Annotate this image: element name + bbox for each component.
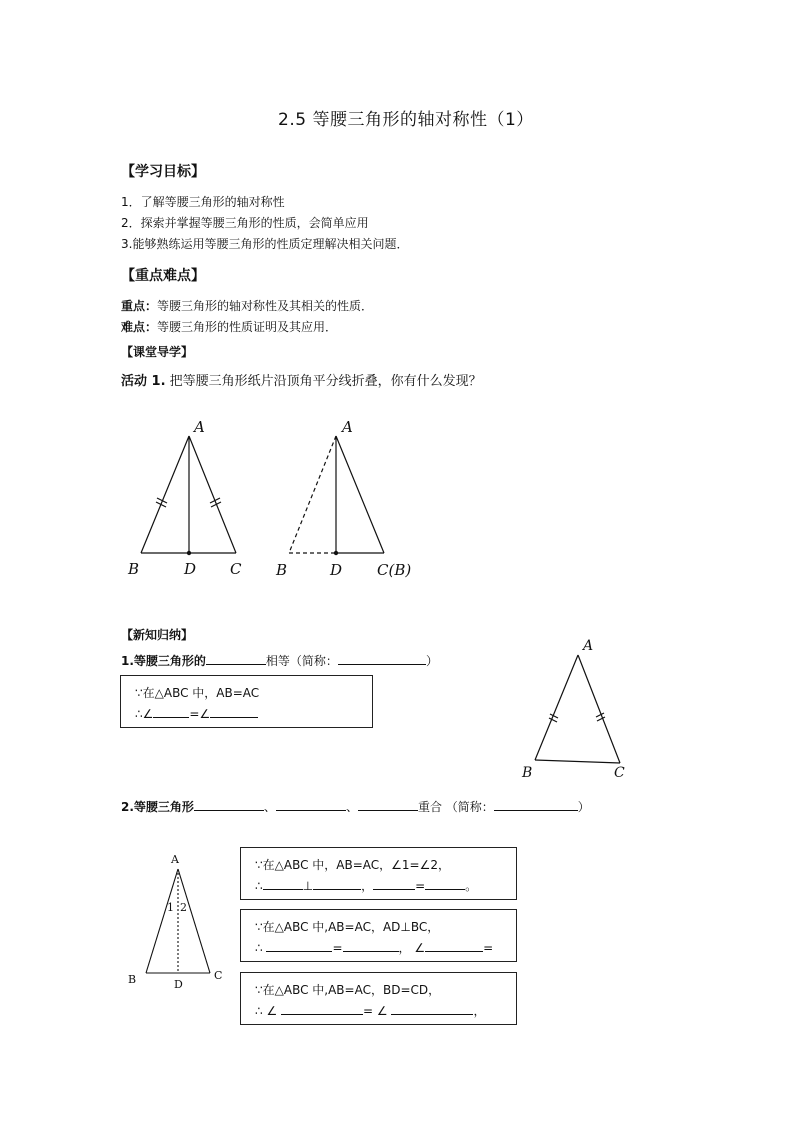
fig4-label-angle1: 1 xyxy=(167,901,174,914)
answer-blank[interactable] xyxy=(194,798,264,811)
answer-blank[interactable] xyxy=(210,705,258,718)
fig3-label-c: C xyxy=(614,765,625,781)
fig2-label-a: A xyxy=(342,418,353,436)
answer-blank[interactable] xyxy=(425,877,465,890)
tick-mark xyxy=(596,713,604,717)
item2-line xyxy=(121,798,590,815)
side-ac xyxy=(178,869,210,973)
answer-blank[interactable] xyxy=(313,877,361,890)
fig4-label-d: D xyxy=(174,978,183,991)
box2-text: ⊥ xyxy=(302,879,314,893)
activity-label: 活动 1. xyxy=(121,374,166,389)
side-ab-dashed xyxy=(289,436,336,553)
focus-text: 等腰三角形的轴对称性及其相关的性质． xyxy=(157,299,374,313)
fig3-label-a: A xyxy=(583,638,594,654)
side-bc xyxy=(535,760,620,763)
section-goals-heading: 【学习目标】 xyxy=(121,164,205,180)
answer-blank[interactable] xyxy=(373,877,415,890)
item2-sep: 、 xyxy=(263,800,276,814)
figure-triangle-median xyxy=(146,869,210,973)
box2 xyxy=(240,847,517,900)
fig4-label-angle2: 2 xyxy=(180,901,187,914)
answer-blank[interactable] xyxy=(494,798,578,811)
box2-text: ， xyxy=(361,879,374,893)
box3-text: = xyxy=(483,941,494,955)
focus-label: 重点： xyxy=(121,299,158,313)
answer-blank[interactable] xyxy=(263,877,303,890)
difficulty-text: 等腰三角形的性质证明及其应用． xyxy=(157,320,338,334)
box1-line1: ∵在△ABC 中，AB=AC xyxy=(135,686,260,700)
item2-mid: 重合 （简称： xyxy=(417,800,494,814)
item2-sep: 、 xyxy=(345,800,358,814)
box4-text: = ∠ xyxy=(363,1004,392,1018)
answer-blank[interactable] xyxy=(206,652,266,665)
answer-blank[interactable] xyxy=(358,798,418,811)
side-ac xyxy=(578,655,620,763)
box3-text: ， ∠ xyxy=(398,941,426,955)
figure-folded-triangle xyxy=(289,436,384,553)
item1-mid: 相等（简称： xyxy=(265,654,338,668)
fig1-label-d: D xyxy=(184,560,197,578)
goal-item: 2．探索并掌握等腰三角形的性质，会简单应用 xyxy=(121,216,369,230)
goal-item: 1．了解等腰三角形的轴对称性 xyxy=(121,195,285,209)
box3-line2 xyxy=(255,939,493,956)
fig1-label-a: A xyxy=(194,418,205,436)
answer-blank[interactable] xyxy=(266,939,332,952)
fig1-label-c: C xyxy=(230,560,242,578)
difficulty-label: 难点： xyxy=(121,320,158,334)
item2-suffix: ） xyxy=(577,800,590,814)
fig4-label-b: B xyxy=(128,973,137,986)
box4-text: ∴ ∠ xyxy=(255,1004,282,1018)
point-d xyxy=(187,551,191,555)
box1-text: ∴∠ xyxy=(135,707,154,721)
side-ab xyxy=(535,655,578,760)
answer-blank[interactable] xyxy=(281,1002,363,1015)
box3-text: = xyxy=(332,941,343,955)
answer-blank[interactable] xyxy=(153,705,189,718)
fig2-label-d: D xyxy=(330,561,343,579)
goal-item: 3.能够熟练运用等腰三角形的性质定理解决相关问题． xyxy=(121,237,409,251)
item2-prefix: 2.等腰三角形 xyxy=(121,800,194,814)
box4-text: ， xyxy=(473,1004,486,1018)
box3-line1: ∵在△ABC 中,AB=AC，AD⊥BC， xyxy=(255,920,440,934)
item1-prefix: 1.等腰三角形的 xyxy=(121,654,206,668)
answer-blank[interactable] xyxy=(391,1002,473,1015)
side-ab xyxy=(146,869,178,973)
fig4-label-a: A xyxy=(171,853,179,866)
box3-text: ∴ xyxy=(255,941,267,955)
section-guide-heading: 【课堂导学】 xyxy=(121,345,194,359)
figure-triangle-right xyxy=(535,655,620,763)
item1-line xyxy=(121,652,438,669)
point-d xyxy=(334,551,338,555)
section-key-heading: 【重点难点】 xyxy=(121,268,205,284)
answer-blank[interactable] xyxy=(343,939,399,952)
box3 xyxy=(240,909,517,962)
activity-text: 把等腰三角形纸片沿顶角平分线折叠，你有什么发现？ xyxy=(165,374,482,389)
box2-text: 。 xyxy=(465,879,478,893)
page-title: 2.5 等腰三角形的轴对称性（1） xyxy=(278,110,534,130)
item1-suffix: ） xyxy=(425,654,438,668)
side-ac xyxy=(336,436,384,553)
section-summary-heading: 【新知归纳】 xyxy=(121,628,194,642)
fig4-label-c: C xyxy=(214,969,223,982)
box4-line1: ∵在△ABC 中,AB=AC，BD=CD， xyxy=(255,983,441,997)
side-ab xyxy=(141,436,189,553)
box1 xyxy=(120,675,373,728)
box4-line2 xyxy=(255,1002,486,1019)
box2-text: ∴ xyxy=(255,879,263,893)
fig2-label-c: C(B) xyxy=(377,561,412,579)
fig3-label-b: B xyxy=(522,765,533,781)
figure-triangle-altitude xyxy=(141,436,236,553)
answer-blank[interactable] xyxy=(425,939,483,952)
box2-text: = xyxy=(415,879,426,893)
answer-blank[interactable] xyxy=(338,652,426,665)
fig1-label-b: B xyxy=(128,560,140,578)
box2-line1: ∵在△ABC 中，AB=AC，∠1=∠2， xyxy=(255,858,451,872)
fig2-label-b: B xyxy=(276,561,288,579)
box2-line2 xyxy=(255,877,477,894)
box1-text: =∠ xyxy=(189,707,211,721)
box1-line2 xyxy=(135,705,258,721)
answer-blank[interactable] xyxy=(276,798,346,811)
side-ac xyxy=(189,436,236,553)
box4 xyxy=(240,972,517,1025)
